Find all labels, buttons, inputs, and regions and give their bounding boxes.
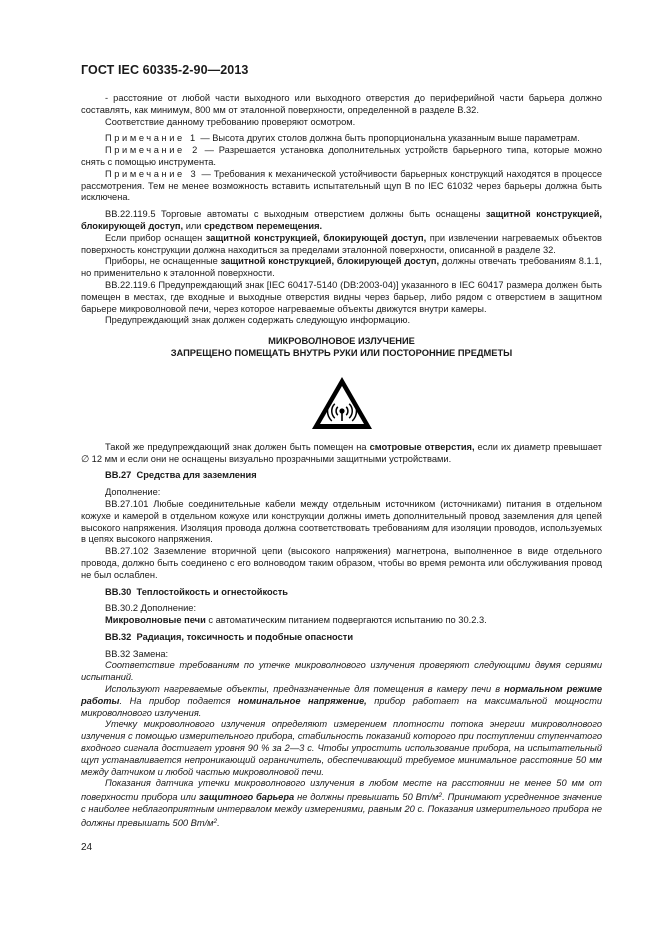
paragraph-viewing-openings: Такой же предупреждающий знак должен быть помещен на смотровые отверстия, если их диаметр превышает ∅ 12 мм и если они не оснащены визуально прозрачными защитными устройствами. <box>81 441 602 464</box>
warning-line-1: МИКРОВОЛНОВОЕ ИЗЛУЧЕНИЕ <box>268 336 415 347</box>
note-2: Примечание 2 — Разрешается установка дополнительных устройств барьерного типа, которые можно снять с помощью инструмента. <box>81 145 602 167</box>
document-header: ГОСТ IEC 60335-2-90—2013 <box>81 63 249 77</box>
note-3: Примечание 3 — Требования к механической устойчивости барьерных конструкций находятся в процессе рассмотрения. Тем не менее возможность вставить испытательный щуп В по IEC 61032 через барьеры должна быть исключена. <box>81 168 602 203</box>
paragraph-leakage-tests: Соответствие требованиям по утечке микроволнового излучения проверяют следующими двумя сериями испытаний. <box>81 660 602 683</box>
clause-bb-22-119-6: ВВ.22.119.6 Предупреждающий знак [IEC 60417-5140 (DB:2003-04)] указанного в IEC 60417 размера должен быть помещен в местах, где входные и выходные отверстия видны через барьер, либо рядом с отверстием в защитном барьере микроволновой печи, через которое нагреваемые объекты движутся внутри камеры. <box>81 279 602 314</box>
microwave-radiation-warning-sign <box>81 376 602 430</box>
paragraph-distance: - расстояние от любой части выходного или выходного отверстия до периферийной части барьера должно составлять, как минимум, 800 мм от эталонной поверхности, определенной в разделе В.32. <box>81 93 602 115</box>
paragraph-sign-info: Предупреждающий знак должен содержать следующую информацию. <box>105 315 411 326</box>
paragraph-if-equipped: Если прибор оснащен защитной конструкцией, блокирующей доступ, при извлечении нагреваемых объектов поверхность конструкции должна находиться за пределами эталонной поверхности, описанной в разделе 32. <box>81 232 602 255</box>
note-1: Примечание 1 — Высота других столов должна быть пропорциональна указанным выше параметрам. <box>105 133 580 144</box>
section-heading-bb-30: ВВ.30 Теплостойкость и огнестойкость <box>105 586 289 597</box>
radiation-warning-icon <box>311 376 373 430</box>
clause-bb-32-replacement: ВВ.32 Замена: <box>105 648 169 659</box>
document-body <box>81 93 602 830</box>
paragraph-leakage-measurement: Утечку микроволнового излучения определяют измерением плотности потока энергии микроволнового излучения с помощью измерительного прибора, стабильность показаний которого при поступлении ступенчатого входного сигнала достигает уровня 90 % за 2—3 с. Чтобы упростить использование прибора, на испытательный щуп устанавливается непроникающий ограничитель, обеспечивающий требуемое минимальное расстояние 50 мм между датчиком и любой частью микроволновой печи. <box>81 719 602 777</box>
paragraph-heated-objects: Используют нагреваемые объекты, предназначенные для помещения в камеру печи в нормальном режиме работы. На прибор подается номинальное напряжение, прибор работает на максимальной мощности микроволнового излучения. <box>81 684 602 718</box>
paragraph-microwave-ovens: Микроволновые печи с автоматическим питанием подвергаются испытанию по 30.2.3. <box>105 615 487 626</box>
clause-bb-27-102: ВВ.27.102 Заземление вторичной цепи (высокого напряжения) магнетрона, выполненное в виде отдельного провода, должно быть соединено с его волноводом таким образом, чтобы во время ремонта или обслуживания провод не был ослаблен. <box>81 546 602 580</box>
page-number: 24 <box>81 842 93 853</box>
clause-bb-27-101: ВВ.27.101 Любые соединительные кабели между отдельным источником (источниками) питания в отдельном кожухе и камерой в отдельном кожухе или конструкции должны иметь дополнительный провод заземления для цепей высокого напряжения. Изоляция провода должна соответствовать требованиям для изоляции проводов, используемых в цепях высокого напряжения. <box>81 498 602 545</box>
paragraph-devices-not-equipped: Приборы, не оснащенные защитной конструкцией, блокирующей доступ, должны отвечать требованиям 8.1.1, но применительно к эталонной поверхности. <box>81 256 602 279</box>
paragraph-compliance: Соответствие данному требованию проверяют осмотром. <box>105 116 356 127</box>
section-heading-bb-32: ВВ.32 Радиация, токсичность и подобные опасности <box>105 631 354 642</box>
paragraph-sensor-readings: Показания датчика утечки микроволнового излучения в любом месте на расстоянии не менее 50 мм от поверхности прибора или защитного барьера не должны превышать 50 $Вт/м^2$. Принимают усредненное значение с наиболее неблагоприятным интервалом между измерениями, равным 20 с. Показания измерительного прибора не должны превышать 500 $Вт/м^2$. <box>81 778 602 828</box>
warning-line-2: ЗАПРЕЩЕНО ПОМЕЩАТЬ ВНУТРЬ РУКИ ИЛИ ПОСТОРОННИЕ ПРЕДМЕТЫ <box>170 347 513 358</box>
section-27-addition: Дополнение: <box>105 487 161 498</box>
clause-bb-22-119-5: ВВ.22.119.5 Торговые автоматы с выходным отверстием должны быть оснащены защитной конструкцией, блокирующей доступ, или средством перемещения. <box>81 209 602 231</box>
clause-bb-30-2: ВВ.30.2 Дополнение: <box>105 603 197 614</box>
section-heading-bb-27: ВВ.27 Средства для заземления <box>105 470 257 481</box>
